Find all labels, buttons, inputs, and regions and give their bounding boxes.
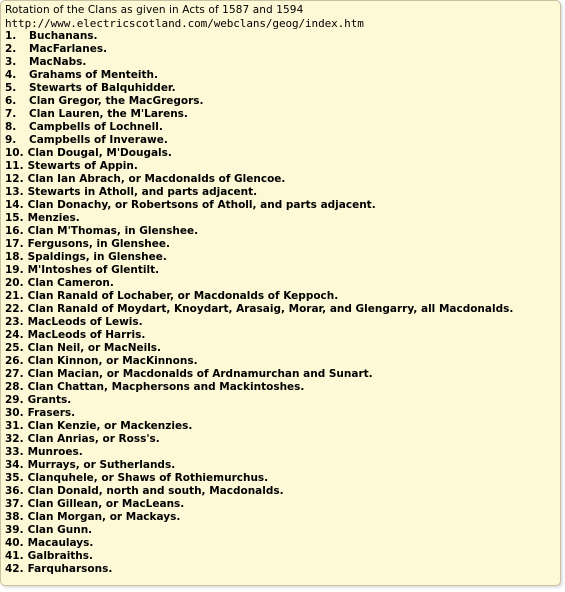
clan-number: 27. xyxy=(5,368,24,380)
clan-name: Clan Gregor, the MacGregors. xyxy=(29,95,204,107)
clan-name: MacLeods of Lewis. xyxy=(27,316,143,328)
clan-name: Clan Anrias, or Ross's. xyxy=(27,433,160,445)
clan-list-item xyxy=(5,69,561,82)
source-url: http://www.electricscotland.com/webclans/geog/index.htm xyxy=(5,17,364,30)
clan-name: Spaldings, in Glenshee. xyxy=(27,251,167,263)
clan-number: 32. xyxy=(5,433,24,445)
clan-list-item xyxy=(5,147,561,160)
clan-number: 19. xyxy=(5,264,24,276)
clan-number: 40. xyxy=(5,537,24,549)
clan-name: Grants. xyxy=(27,394,72,406)
clan-number: 8. xyxy=(5,121,17,133)
clan-name: Farquharsons. xyxy=(27,563,113,575)
clan-name: Campbells of Lochnell. xyxy=(29,121,163,133)
clan-name: Clanquhele, or Shaws of Rothiemurchus. xyxy=(27,472,269,484)
clan-name: Menzies. xyxy=(27,212,80,224)
clan-list xyxy=(5,30,561,576)
clan-list-item xyxy=(5,108,561,121)
clan-name: Murrays, or Sutherlands. xyxy=(27,459,176,471)
clan-list-item xyxy=(5,394,561,407)
clan-number: 3. xyxy=(5,56,17,68)
clan-list-item xyxy=(5,199,561,212)
clan-name: Galbraiths. xyxy=(27,550,94,562)
clan-number: 41. xyxy=(5,550,24,562)
clan-name: Clan Cameron. xyxy=(27,277,114,289)
clan-list-item xyxy=(5,407,561,420)
clan-name: MacFarlanes. xyxy=(29,43,108,55)
clan-number: 29. xyxy=(5,394,24,406)
clan-number: 25. xyxy=(5,342,24,354)
clan-name: Stewarts of Appin. xyxy=(27,160,138,172)
clan-name: Clan Kinnon, or MacKinnons. xyxy=(27,355,198,367)
clan-name: MacLeods of Harris. xyxy=(27,329,146,341)
clan-number: 33. xyxy=(5,446,24,458)
clan-number: 39. xyxy=(5,524,24,536)
clan-name: Clan Ranald of Lochaber, or Macdonalds of Keppoch. xyxy=(27,290,339,302)
clan-list-item xyxy=(5,355,561,368)
clan-list-item xyxy=(5,134,561,147)
clan-list-item xyxy=(5,173,561,186)
clan-number: 15. xyxy=(5,212,24,224)
clan-name: Clan Lauren, the M'Larens. xyxy=(29,108,188,120)
clan-number: 20. xyxy=(5,277,24,289)
clan-list-item xyxy=(5,121,561,134)
clan-name: Clan Dougal, M'Dougals. xyxy=(27,147,172,159)
clan-list-item xyxy=(5,446,561,459)
clan-number: 9. xyxy=(5,134,17,146)
clan-name: M'Intoshes of Glentilt. xyxy=(27,264,160,276)
clan-number: 38. xyxy=(5,511,24,523)
clan-name: Buchanans. xyxy=(29,30,98,42)
clan-list-item xyxy=(5,368,561,381)
clan-number: 23. xyxy=(5,316,24,328)
clan-list-item xyxy=(5,95,561,108)
clan-number: 17. xyxy=(5,238,24,250)
clan-number: 7. xyxy=(5,108,17,120)
clan-list-item xyxy=(5,511,561,524)
clan-number: 11. xyxy=(5,160,24,172)
clan-name: Clan Gillean, or MacLeans. xyxy=(27,498,185,510)
clan-number: 28. xyxy=(5,381,24,393)
clan-name: Grahams of Menteith. xyxy=(29,69,158,81)
clan-name: Clan Morgan, or Mackays. xyxy=(27,511,181,523)
clan-number: 21. xyxy=(5,290,24,302)
clan-list-item xyxy=(5,537,561,550)
clan-list-item xyxy=(5,329,561,342)
clan-number: 12. xyxy=(5,173,24,185)
panel-content xyxy=(5,4,561,576)
clan-number: 22. xyxy=(5,303,24,315)
clan-number: 42. xyxy=(5,563,24,575)
clan-list-item xyxy=(5,316,561,329)
clan-list-item xyxy=(5,43,561,56)
clan-list-item xyxy=(5,550,561,563)
clan-list-item xyxy=(5,30,561,43)
clan-list-item xyxy=(5,277,561,290)
clan-number: 2. xyxy=(5,43,17,55)
clan-number: 14. xyxy=(5,199,24,211)
clan-number: 6. xyxy=(5,95,17,107)
clan-number: 16. xyxy=(5,225,24,237)
clan-name: Clan Donald, north and south, Macdonalds. xyxy=(27,485,284,497)
clan-number: 37. xyxy=(5,498,24,510)
clan-list-item xyxy=(5,212,561,225)
clan-name: Fergusons, in Glenshee. xyxy=(27,238,170,250)
clan-list-item xyxy=(5,381,561,394)
clan-name: Clan Kenzie, or Mackenzies. xyxy=(27,420,193,432)
clan-list-item xyxy=(5,342,561,355)
clan-number: 18. xyxy=(5,251,24,263)
clan-number: 34. xyxy=(5,459,24,471)
clan-list-item xyxy=(5,225,561,238)
clan-list-item xyxy=(5,56,561,69)
clan-list-item xyxy=(5,160,561,173)
clan-list-item xyxy=(5,485,561,498)
page-title: Rotation of the Clans as given in Acts of 1587 and 1594 xyxy=(5,4,304,16)
clan-number: 35. xyxy=(5,472,24,484)
clan-name: Munroes. xyxy=(27,446,83,458)
clan-list-item xyxy=(5,238,561,251)
clan-number: 1. xyxy=(5,30,17,42)
clan-name: Clan Gunn. xyxy=(27,524,93,536)
clan-list-item xyxy=(5,472,561,485)
clan-name: Frasers. xyxy=(27,407,76,419)
clan-number: 13. xyxy=(5,186,24,198)
clan-name: Campbells of Inverawe. xyxy=(29,134,168,146)
clan-list-item xyxy=(5,563,561,576)
clan-list-item xyxy=(5,290,561,303)
clan-name: Clan Ranald of Moydart, Knoydart, Arasaig, Morar, and Glengarry, all Macdonalds. xyxy=(27,303,514,315)
clan-list-item xyxy=(5,251,561,264)
clan-number: 10. xyxy=(5,147,24,159)
clan-number: 36. xyxy=(5,485,24,497)
clan-list-item xyxy=(5,459,561,472)
clan-name: Clan M'Thomas, in Glenshee. xyxy=(27,225,199,237)
clan-name: Clan Donachy, or Robertsons of Atholl, and parts adjacent. xyxy=(27,199,376,211)
clan-name: Clan Chattan, Macphersons and Mackintoshes. xyxy=(27,381,305,393)
clan-name: MacNabs. xyxy=(29,56,87,68)
clan-list-item xyxy=(5,420,561,433)
clan-number: 4. xyxy=(5,69,17,81)
clan-name: Stewarts of Balquhidder. xyxy=(29,82,176,94)
clan-list-item xyxy=(5,186,561,199)
clan-number: 26. xyxy=(5,355,24,367)
clan-list-item xyxy=(5,524,561,537)
clan-list-item xyxy=(5,433,561,446)
clan-number: 31. xyxy=(5,420,24,432)
clan-name: Clan Neil, or MacNeils. xyxy=(27,342,162,354)
clan-name: Clan Ian Abrach, or Macdonalds of Glencoe. xyxy=(27,173,286,185)
clan-list-item xyxy=(5,303,561,316)
clan-number: 30. xyxy=(5,407,24,419)
clan-number: 5. xyxy=(5,82,17,94)
clan-list-item xyxy=(5,82,561,95)
clan-number: 24. xyxy=(5,329,24,341)
clan-list-item xyxy=(5,498,561,511)
clan-list-item xyxy=(5,264,561,277)
clan-name: Macaulays. xyxy=(27,537,94,549)
clan-name: Stewarts in Atholl, and parts adjacent. xyxy=(27,186,258,198)
clan-name: Clan Macian, or Macdonalds of Ardnamurchan and Sunart. xyxy=(27,368,373,380)
